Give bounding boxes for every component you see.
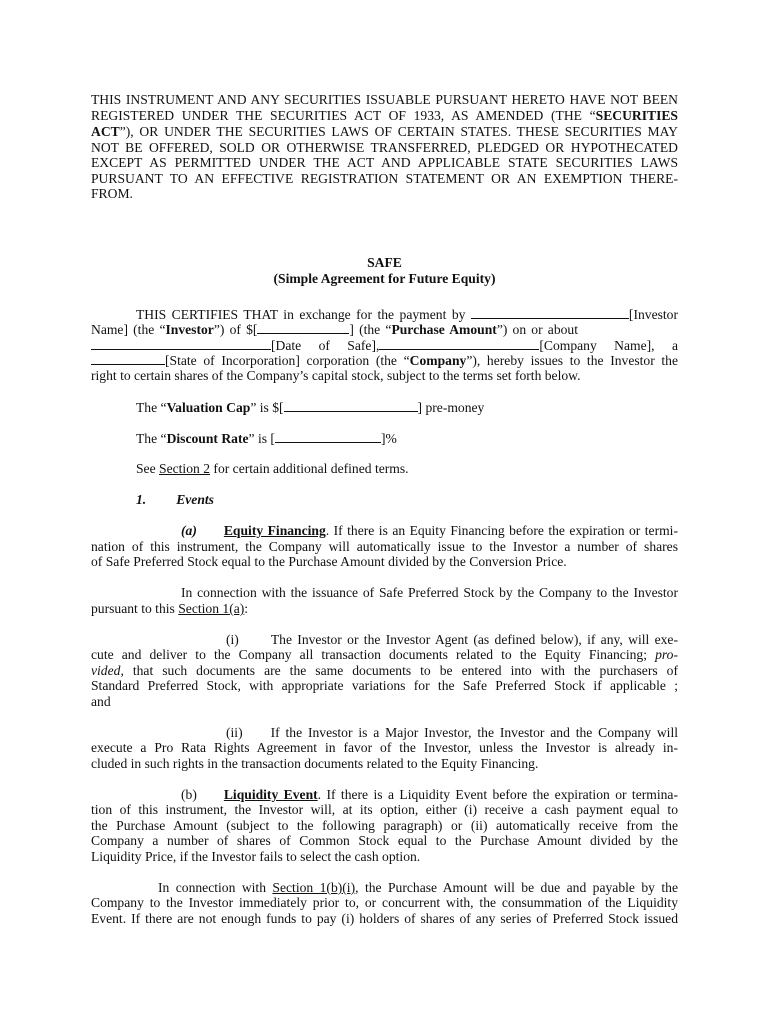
item-ii-line-1: (ii) If the Investor is a Major Investor, the Investor and the Company will bbox=[226, 725, 678, 740]
para-b-line-5: Liquidity Price, if the Investor fails to select the cash option. bbox=[91, 849, 421, 864]
connection-b-line-3: Event. If there are not enough funds to pay (i) holders of shares of any series of Preferred Stock issued bbox=[91, 911, 678, 926]
legend-line-1: THIS INSTRUMENT AND ANY SECURITIES ISSUABLE PURSUANT HERETO HAVE NOT BEEN bbox=[91, 92, 678, 107]
legend-line-5: EXCEPT AS PERMITTED UNDER THE ACT AND APPLICABLE STATE SECURITIES LAWS bbox=[91, 155, 678, 170]
certifies-line-5: right to certain shares of the Company’s capital stock, subject to the terms set forth below. bbox=[91, 368, 581, 383]
para-a-line-3: of Safe Preferred Stock equal to the Purchase Amount divided by the Conversion Price. bbox=[91, 554, 567, 569]
document-subtitle: (Simple Agreement for Future Equity) bbox=[273, 271, 496, 286]
item-i-line-5: and bbox=[91, 694, 111, 709]
para-b-line-1: (b) Liquidity Event. If there is a Liquidity Event before the expiration or termina- bbox=[181, 787, 678, 802]
purchase-amount-blank[interactable] bbox=[257, 321, 349, 334]
discount-rate-blank[interactable] bbox=[275, 430, 381, 443]
document-title: SAFE bbox=[367, 255, 402, 270]
date-of-safe-blank[interactable] bbox=[91, 337, 271, 350]
item-ii-line-3: cluded in such rights in the transaction documents related to the Equity Financing. bbox=[91, 756, 539, 771]
section-1bi-link[interactable]: Section 1(b)(i) bbox=[272, 880, 356, 895]
see-section-line: See Section 2 for certain additional defined terms. bbox=[136, 461, 409, 476]
investor-name-blank[interactable] bbox=[471, 306, 629, 319]
para-b-line-4: Company a number of shares of Common Stock equal to the Purchase Amount divided by the bbox=[91, 833, 678, 848]
para-a-line-2: nation of this instrument, the Company will automatically issue to the Investor a number of shares bbox=[91, 539, 678, 554]
legend-line-4: NOT BE OFFERED, SOLD OR OTHERWISE TRANSFERRED, PLEDGED OR HYPOTHECATED bbox=[91, 140, 678, 155]
connection-b-line-1: In connection with Section 1(b)(i), the Purchase Amount will be due and payable by the bbox=[158, 880, 678, 895]
certifies-line-4: [State of Incorporation] corporation (the “Company”), hereby issues to the Investor the bbox=[91, 352, 678, 368]
certifies-line-3: [Date of Safe], [Company Name], a bbox=[91, 337, 678, 353]
para-b-line-2: tion of this instrument, the Investor will, at its option, either (i) receive a cash payment equal to bbox=[91, 802, 678, 817]
company-name-blank[interactable] bbox=[379, 337, 539, 350]
legend-line-7: FROM. bbox=[91, 186, 133, 201]
section-2-link[interactable]: Section 2 bbox=[159, 461, 211, 476]
certifies-line-1: THIS CERTIFIES THAT in exchange for the payment by [Investor bbox=[136, 307, 678, 322]
item-i-line-1: (i) The Investor or the Investor Agent (as defined below), if any, will exe- bbox=[226, 632, 678, 647]
connection-a-line-2: pursuant to this Section 1(a): bbox=[91, 601, 249, 616]
para-b-line-3: the Purchase Amount (subject to the following paragraph) or (ii) automatically receive from the bbox=[91, 818, 678, 833]
state-of-incorporation-blank[interactable] bbox=[91, 352, 165, 365]
item-i-line-4: Standard Preferred Stock, with appropriate variations for the Safe Preferred Stock if applicable ; bbox=[91, 678, 678, 693]
legend-line-3: ACT”), OR UNDER THE SECURITIES LAWS OF CERTAIN STATES. THESE SECURITIES MAY bbox=[91, 124, 678, 139]
section-1-heading: 1. Events bbox=[136, 492, 214, 507]
certifies-line-2: Name] (the “Investor”) of $[ ] (the “Purchase Amount”) on or about bbox=[91, 322, 578, 337]
connection-b-line-2: Company to the Investor immediately prior to, or concurrent with, the consummation of the Liquidity bbox=[91, 895, 678, 910]
item-ii-line-2: execute a Pro Rata Rights Agreement in favor of the Investor, unless the Investor is already in- bbox=[91, 740, 678, 755]
item-i-line-2: cute and deliver to the Company all transaction documents related to the Equity Financing; pro- bbox=[91, 647, 678, 662]
valuation-cap-blank[interactable] bbox=[284, 399, 418, 412]
item-i-line-3: vided, that such documents are the same documents to be entered into with the purchasers of bbox=[91, 663, 678, 678]
para-a-line-1: (a) Equity Financing. If there is an Equity Financing before the expiration or termi- bbox=[181, 523, 678, 538]
connection-a-line-1: In connection with the issuance of Safe Preferred Stock by the Company to the Investor bbox=[181, 585, 678, 600]
section-1a-link[interactable]: Section 1(a) bbox=[178, 601, 245, 616]
legend-line-2: REGISTERED UNDER THE SECURITIES ACT OF 1933, AS AMENDED (THE “SECURITIES bbox=[91, 108, 678, 123]
discount-rate-line: The “Discount Rate” is [ ]% bbox=[136, 431, 397, 446]
valuation-cap-line: The “Valuation Cap” is $[ ] pre-money bbox=[136, 400, 485, 415]
legend-line-6: PURSUANT TO AN EFFECTIVE REGISTRATION STATEMENT OR AN EXEMPTION THERE- bbox=[91, 171, 678, 186]
